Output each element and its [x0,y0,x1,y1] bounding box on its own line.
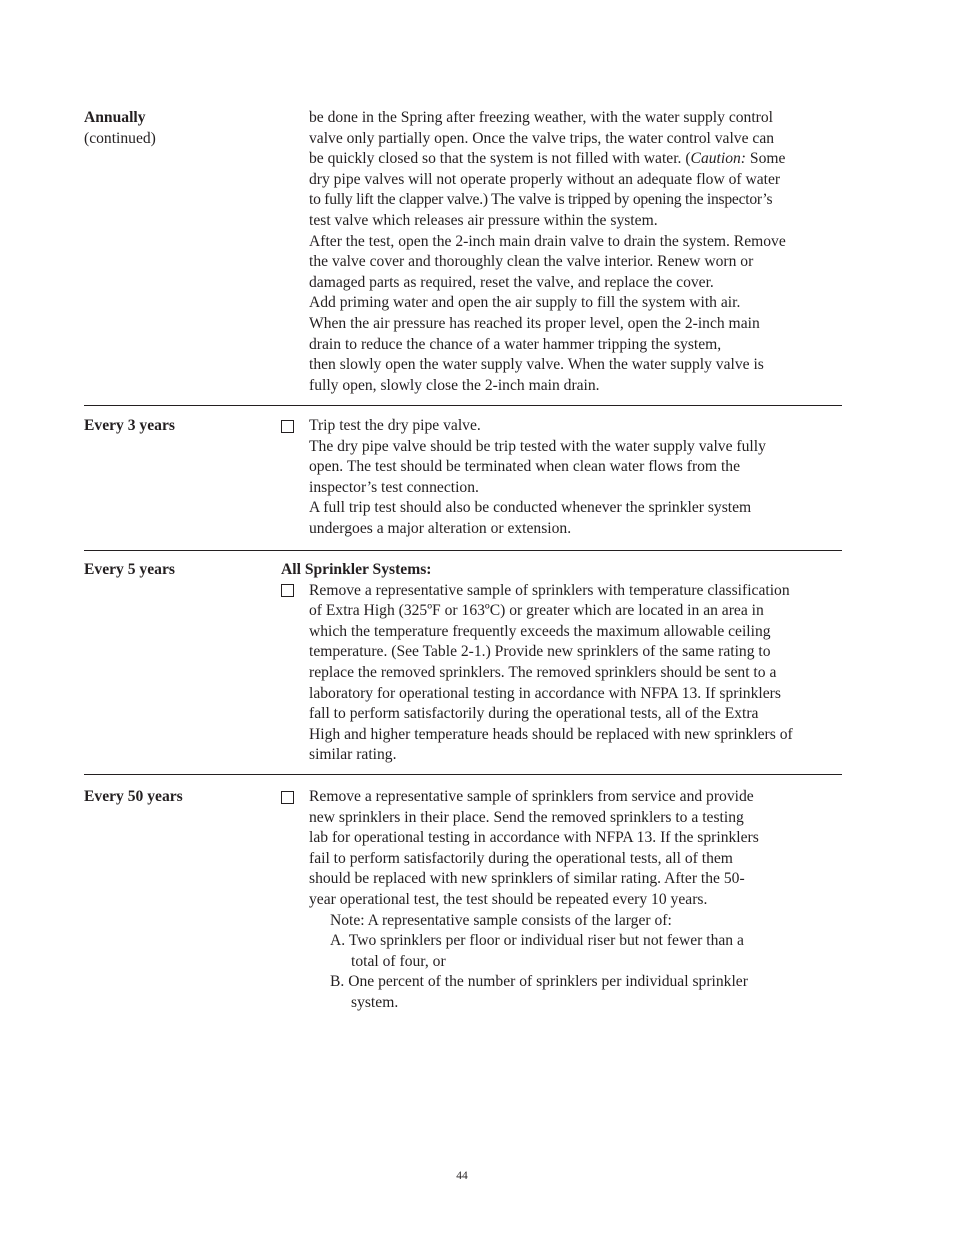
body-line: Add priming water and open the air supply to fill the system with air. [309,294,741,312]
body-line: damaged parts as required, reset the valve, and replace the cover. [309,273,714,291]
body-line: of Extra High (325ºF or 163ºC) or greater which are located in an area in [309,602,764,620]
body-line: dry pipe valves will not operate properly without an adequate flow of water [309,170,781,188]
body-line: then slowly open the water supply valve. When the water supply valve is [309,356,764,374]
body-line: Trip test the dry pipe valve. [309,417,481,434]
body-line: undergoes a major alteration or extension. [309,519,572,537]
body-line: to fully lift the clapper valve.) The valve is tripped by opening the inspector’s [309,191,773,209]
list-item-a: A. Two sprinklers per floor or individual riser but not fewer than a [330,932,744,950]
body-line: which the temperature frequently exceeds the maximum allowable ceiling [309,622,771,640]
section-body [309,787,849,1014]
body-line: similar rating. [309,746,397,764]
body-line: The dry pipe valve should be trip tested with the water supply valve fully [309,437,766,455]
body-line: the valve cover and thoroughly clean the valve interior. Renew worn or [309,253,754,271]
body-line: After the test, open the 2-inch main drain valve to drain the system. Remove [309,232,786,250]
section-divider [84,405,842,406]
interval-label: Annually [84,109,146,126]
section-label [84,560,274,581]
body-line: fully open, slowly close the 2-inch main drain. [309,376,600,394]
checkbox[interactable] [281,584,294,597]
caution-word: Caution: [690,150,746,168]
list-item-b: B. One percent of the number of sprinklers per individual sprinkler [330,973,748,991]
body-line: open. The test should be terminated when clean water flows from the [309,458,741,476]
section-body [309,581,849,766]
body-line: fail to perform satisfactorily during the operational tests, all of them [309,849,733,867]
section-body [309,416,849,540]
section-label [84,416,274,437]
body-line: Remove a representative sample of sprinklers with temperature classification [309,581,790,599]
body-line: A full trip test should also be conducted whenever the sprinkler system [309,499,752,517]
body-line: year operational test, the test should be repeated every 10 years. [309,890,708,908]
checkbox[interactable] [281,420,294,433]
section-body [309,108,849,396]
body-line: laboratory for operational testing in accordance with NFPA 13. If sprinklers [309,684,781,702]
body-line: new sprinklers in their place. Send the removed sprinklers to a testing [309,808,744,826]
body-line: test valve which releases air pressure within the system. [309,211,658,229]
body-line: should be replaced with new sprinklers of similar rating. After the 50- [309,870,745,888]
note-line: Note: A representative sample consists of the larger of: [330,911,672,929]
body-line: drain to reduce the chance of a water hammer tripping the system, [309,335,722,353]
body-line: inspector’s test connection. [309,478,479,496]
list-item-a-continued: total of four, or [351,952,446,970]
interval-label: Every 50 years [84,788,183,805]
list-item-b-continued: system. [351,993,399,1011]
subsection-heading: All Sprinkler Systems: [281,561,432,578]
section-divider [84,550,842,551]
section-label [84,108,274,149]
body-line: When the air pressure has reached its proper level, open the 2-inch main [309,314,760,332]
section-label [84,787,274,808]
interval-label: Every 5 years [84,561,175,578]
body-line: fall to perform satisfactorily during the operational tests, all of the Extra [309,705,759,723]
body-line: Remove a representative sample of sprinklers from service and provide [309,788,754,805]
interval-label: Every 3 years [84,417,175,434]
page-number: 44 [456,1170,468,1182]
body-line-caution: be quickly closed so that the system is not filled with water. (Caution: Some [309,150,786,168]
section-divider [84,774,842,775]
body-line: replace the removed sprinklers. The removed sprinklers should be sent to a [309,663,777,681]
continued-label: (continued) [84,129,156,147]
body-line: valve only partially open. Once the valve trips, the water control valve can [309,129,775,147]
body-line: lab for operational testing in accordance with NFPA 13. If the sprinklers [309,829,759,847]
body-line: be done in the Spring after freezing weather, with the water supply control [309,109,773,126]
checkbox[interactable] [281,791,294,804]
body-line: High and higher temperature heads should be replaced with new sprinklers of [309,725,793,743]
body-line: temperature. (See Table 2-1.) Provide new sprinklers of the same rating to [309,643,771,661]
